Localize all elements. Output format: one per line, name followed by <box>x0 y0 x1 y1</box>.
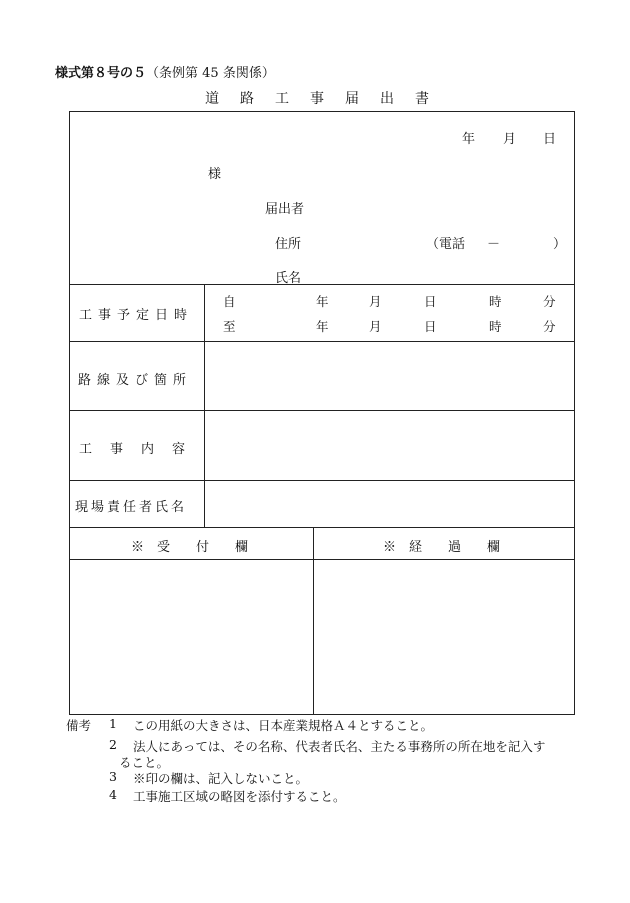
schedule-label: 工事予定日時 <box>79 308 194 323</box>
date-day: 日 <box>543 132 557 147</box>
name-label: 氏名 <box>275 271 302 286</box>
form-reference: （条例第 45 条関係） <box>146 66 275 81</box>
note-2-text-continued: ること。 <box>119 755 170 770</box>
schedule-from: 自 <box>223 294 236 309</box>
note-3-text: ※印の欄は、記入しないこと。 <box>133 771 309 786</box>
schedule-to-day: 日 <box>424 319 437 334</box>
date-year: 年 <box>462 132 476 147</box>
divider-top-section <box>69 284 575 285</box>
date-month: 月 <box>503 132 517 147</box>
address-label: 住所 <box>275 237 302 252</box>
schedule-to-minute: 分 <box>543 319 556 334</box>
notes-label: 備考 <box>66 718 92 733</box>
form-number <box>55 62 275 81</box>
schedule-from-year: 年 <box>316 294 329 309</box>
note-2-number: 2 <box>109 737 117 752</box>
phone-dash: － <box>487 237 501 252</box>
schedule-to-hour: 時 <box>489 319 502 334</box>
schedule-from-minute: 分 <box>543 294 556 309</box>
progress-label: ※ 経 過 欄 <box>383 540 501 555</box>
note-2-text: 法人にあっては、その名称、代表者氏名、主たる事務所の所在地を記入す <box>133 739 546 754</box>
schedule-from-hour: 時 <box>489 294 502 309</box>
applicant-label: 届出者 <box>265 202 305 217</box>
divider-schedule <box>69 341 575 342</box>
form-frame <box>69 111 575 715</box>
content-label: 工事内容 <box>79 442 204 457</box>
label-column-divider <box>204 284 205 527</box>
schedule-to-month: 月 <box>369 319 382 334</box>
document-title: 道路工事届出書 <box>205 91 450 107</box>
divider-supervisor <box>69 527 575 528</box>
schedule-from-month: 月 <box>369 294 382 309</box>
schedule-to: 至 <box>223 319 236 334</box>
reception-label: ※ 受 付 欄 <box>131 540 249 555</box>
schedule-to-year: 年 <box>316 319 329 334</box>
note-3-number: 3 <box>109 769 117 784</box>
note-4-number: 4 <box>109 787 117 802</box>
note-4-text: 工事施工区域の略図を添付すること。 <box>133 789 346 804</box>
note-1-text: この用紙の大きさは、日本産業規格Ａ４とすること。 <box>133 718 434 733</box>
route-label: 路線及び箇所 <box>78 373 193 388</box>
divider-content <box>69 480 575 481</box>
divider-route <box>69 410 575 411</box>
phone-open: （電話 <box>426 237 466 252</box>
note-1-number: 1 <box>109 716 117 731</box>
addressee-honorific: 様 <box>208 167 222 182</box>
supervisor-label: 現場責任者氏名 <box>75 500 188 515</box>
form-number-label: 様式第８号の５ <box>55 66 147 81</box>
divider-bottom-header <box>69 559 575 560</box>
bottom-column-divider <box>313 527 314 715</box>
schedule-from-day: 日 <box>424 294 437 309</box>
phone-close: ） <box>553 237 567 252</box>
